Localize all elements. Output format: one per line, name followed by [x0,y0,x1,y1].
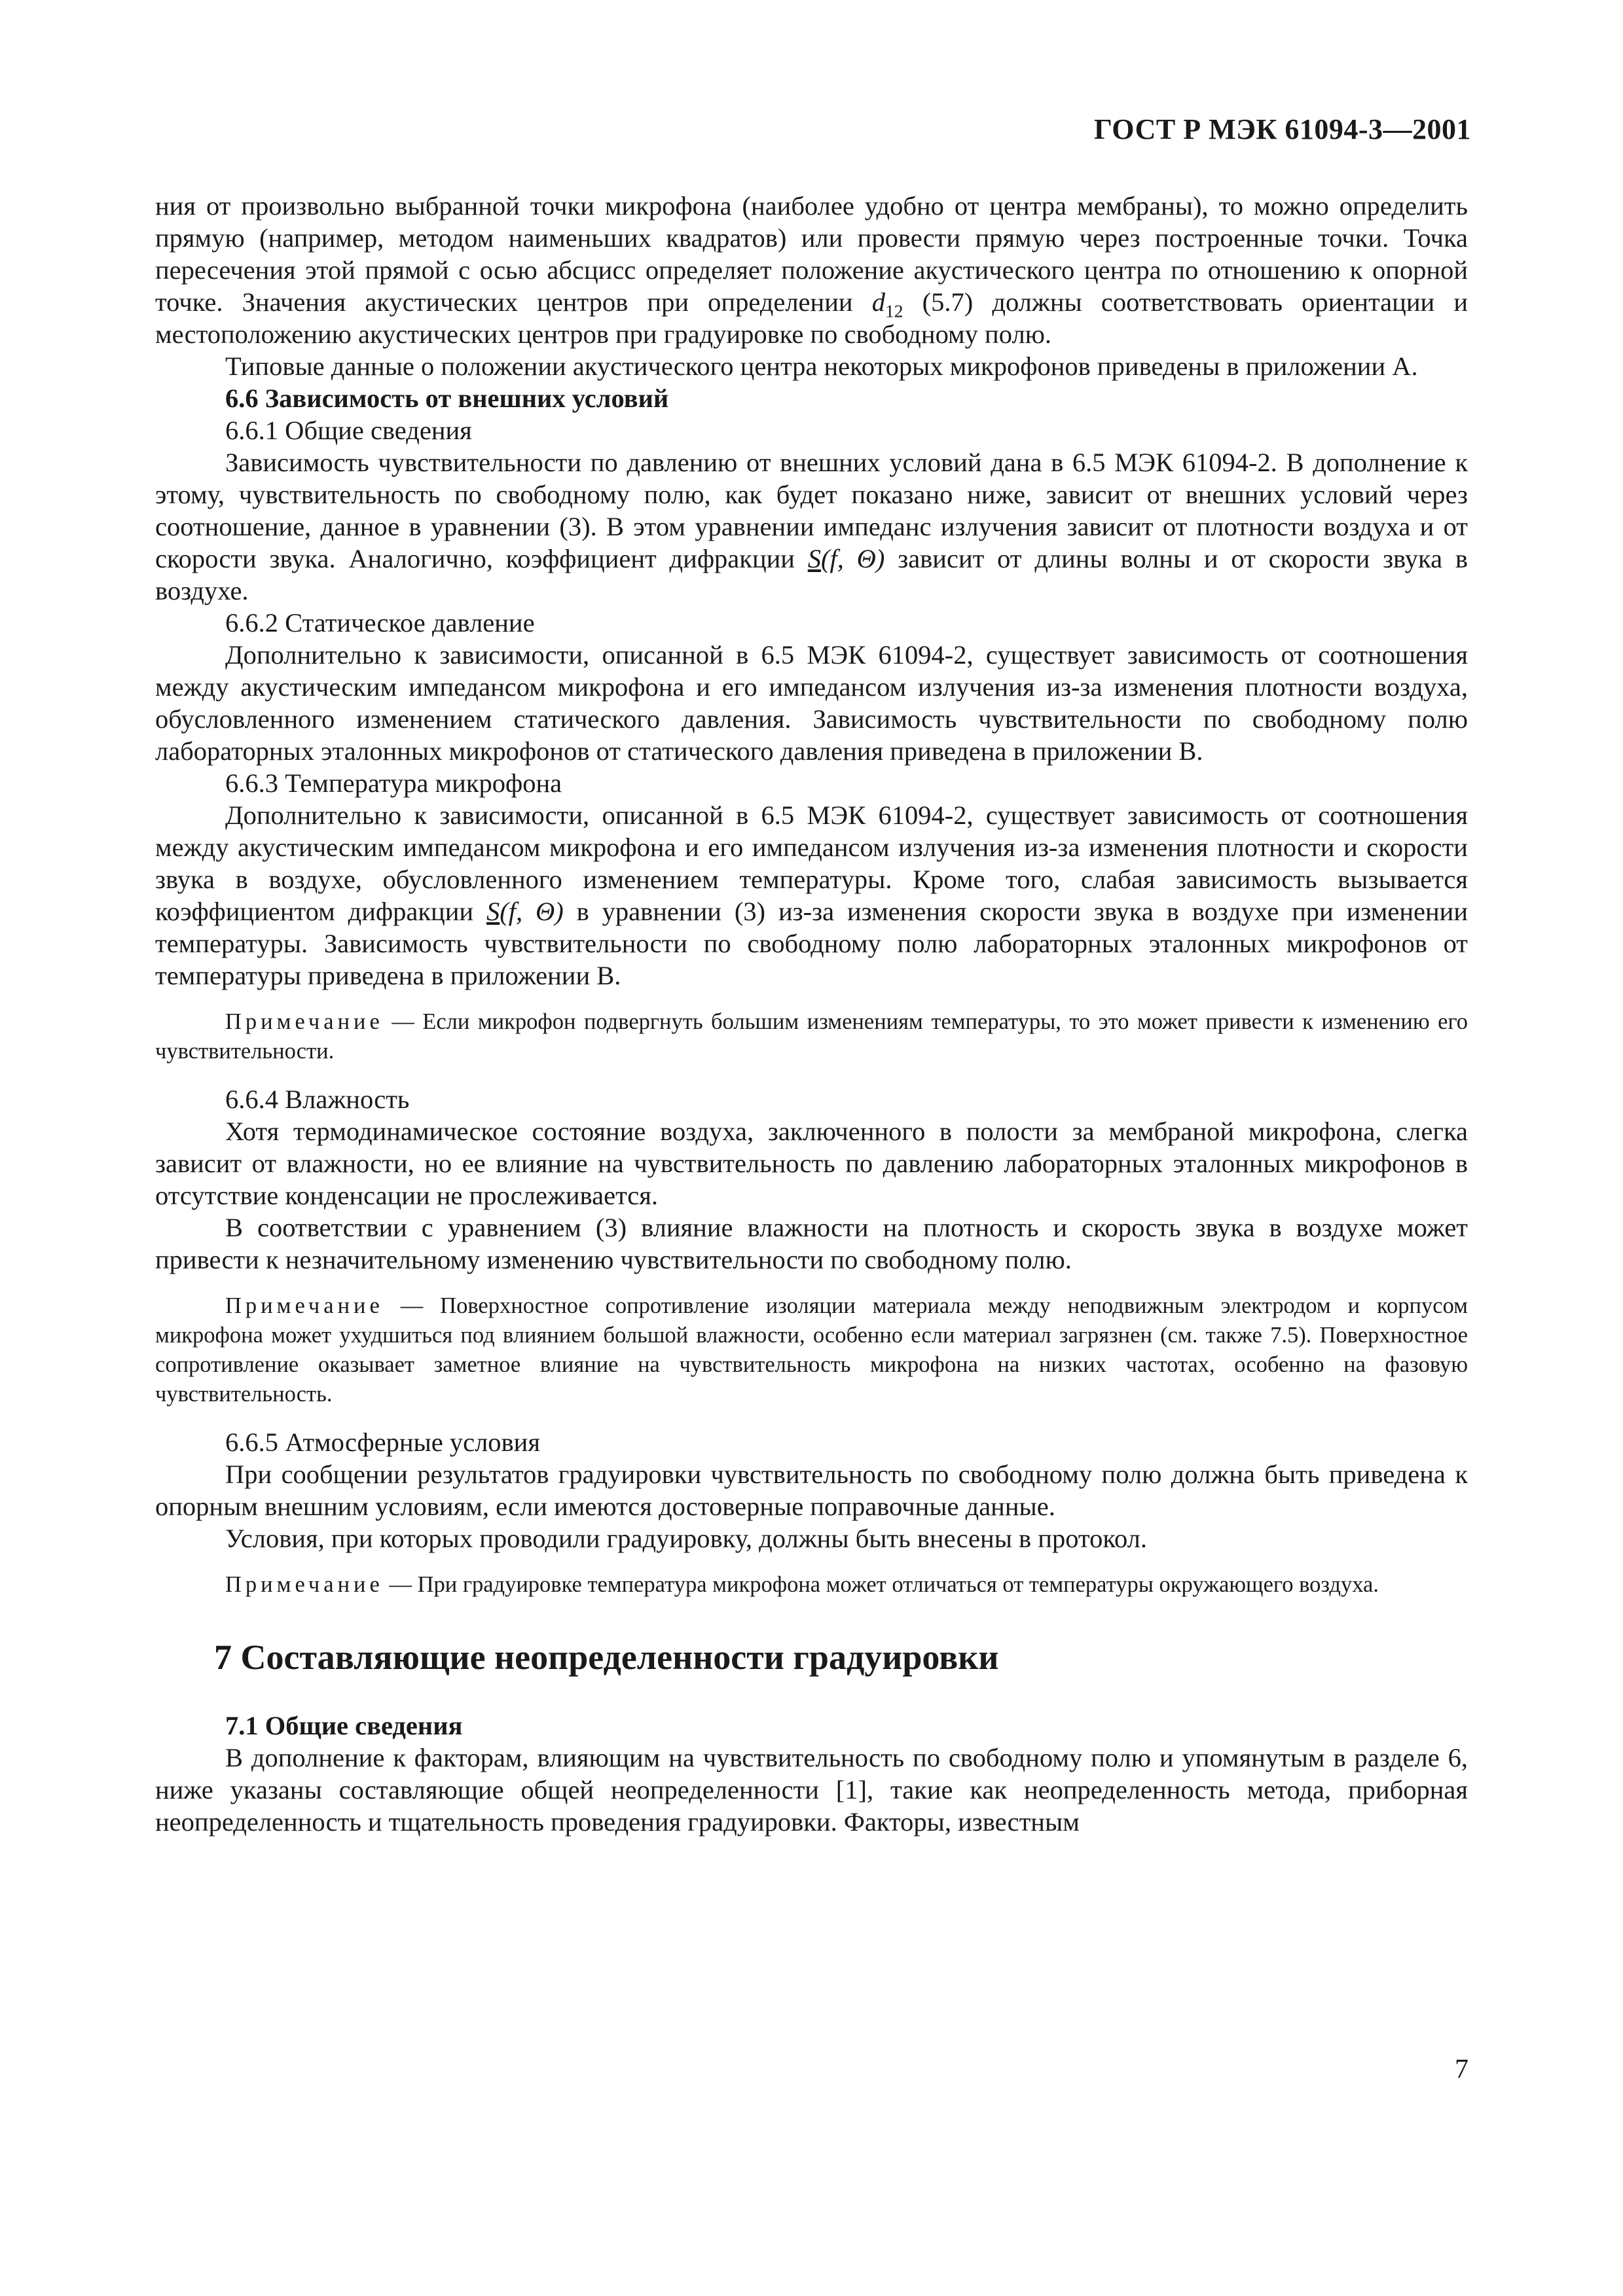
paragraph [155,799,1468,992]
subsection-title: 6.6.1 Общие сведения [225,416,472,445]
paragraph: В дополнение к факторам, влияющим на чувствительность по свободному полю и упомянутым в разделе 6, ниже указаны составляющие общей неопределенности [1], такие как неопределенность метода, приборная неопределенность и тщательность проведения градуировки. Факторы, известным [155,1743,1468,1837]
paragraph [155,446,1468,607]
paragraph [155,190,1468,350]
paragraph: Типовые данные о положении акустического центра некоторых микрофонов приведены в приложении А. [225,351,1418,381]
note-text: — При градуировке температура микрофона может отличаться от температуры окружающего воздуха. [383,1572,1379,1597]
note-label: Примечание [225,1572,384,1597]
paragraph: В соответствии с уравнением (3) влияние влажности на плотность и скорость звука в воздухе может привести к незначительному изменению чувствительности по свободному полю. [155,1213,1468,1274]
paragraph: Дополнительно к зависимости, описанной в 6.5 МЭК 61094-2, существует зависимость от соотношения между акустическим импедансом микрофона и его импедансом излучения из-за изменения плотности воздуха, обусловленного изменением статического давления. Зависимость чувствительности по свободному полю лабораторных эталонных микрофонов от статического давления приведена в приложении В. [155,640,1468,766]
math-args: (f, Θ) [500,897,564,926]
note-label: Примечание [225,1009,384,1034]
note [155,1291,1468,1409]
chapter-heading: 7 Составляющие неопределенности градуировки [214,1638,999,1677]
page-body [155,190,1468,1838]
subsection-title: 6.6.5 Атмосферные условия [225,1427,540,1457]
paragraph-text: (5.7) должны соответствовать ориентации и местоположению акустических центров при градуировке по свободному полю. [155,287,1468,349]
paragraph: При сообщении результатов градуировки чувствительность по свободному полю должна быть приведена к опорным внешним условиям, если имеются достоверные поправочные данные. [155,1460,1468,1521]
note [155,1570,1468,1600]
subsection-title: 6.6.4 Влажность [225,1085,410,1114]
math-args: (f, Θ) [821,544,885,573]
section-heading: 6.6 Зависимость от внешних условий [225,384,669,413]
subsection-title: 6.6.2 Статическое давление [225,608,535,637]
note-text: — Поверхностное сопротивление изоляции материала между неподвижным электродом и корпусом микрофона может ухудшиться под влиянием большой влажности, особенно если материал загрязнен (см. также 7.5). Поверхностное сопротивление оказывает заметное влияние на чувствительность микрофона на низких частотах, особенно на фазовую чувствительность. [155,1293,1468,1407]
math-symbol: S [486,897,500,926]
math-variable: d [871,287,885,317]
note-label: Примечание [225,1293,384,1318]
paragraph: Условия, при которых проводили градуировку, должны быть внесены в протокол. [225,1524,1148,1553]
page-number: 7 [1455,2054,1468,2085]
paragraph-text: зависит от длины волны и от скорости звука в воздухе. [155,544,1468,605]
paragraph-text: ния от произвольно выбранной точки микрофона (наиболее удобно от центра мембраны), то можно определить прямую (например, методом наименьших квадратов) или провести прямую через построенные точки. Точка пересечения этой прямой с осью абсцисс определяет положение акустического центра по отношению к опорной точке. Значения акустических центров при определении [155,191,1468,317]
paragraph: Хотя термодинамическое состояние воздуха, заключенного в полости за мембраной микрофона, слегка зависит от влажности, но ее влияние на чувствительность по давлению лабораторных эталонных микрофонов в отсутствие конденсации не прослеживается. [155,1117,1468,1210]
math-symbol: S [807,544,822,573]
math-subscript: 12 [884,300,903,321]
paragraph-text: в уравнении (3) из-за изменения скорости звука в воздухе при изменении температуры. Зависимость чувствительности по свободному полю лабораторных эталонных микрофонов от температуры приведена в приложении В. [155,897,1468,990]
note-text: — Если микрофон подвергнуть большим изменениям температуры, то это может привести к изменению его чувствительности. [155,1009,1468,1064]
page-header: ГОСТ Р МЭК 61094-3—2001 [1093,113,1471,145]
subsection-title: 6.6.3 Температура микрофона [225,768,562,798]
section-heading: 7.1 Общие сведения [225,1711,463,1740]
note [155,1007,1468,1066]
paragraph-text: Дополнительно к зависимости, описанной в 6.5 МЭК 61094-2, существует зависимость от соотношения между акустическим импедансом микрофона и его импедансом излучения из-за изменения плотности и скорости звука в воздухе, обусловленного изменением температуры. Кроме того, слабая зависимость вызывается коэффициентом дифракции [155,800,1468,926]
paragraph-text: Зависимость чувствительности по давлению от внешних условий дана в 6.5 МЭК 61094-2. В дополнение к этому, чувствительность по свободному полю, как будет показано ниже, зависит от внешних условий через соотношение, данное в уравнении (3). В этом уравнении импеданс излучения зависит от плотности воздуха и от скорости звука. Аналогично, коэффициент дифракции [155,448,1468,573]
